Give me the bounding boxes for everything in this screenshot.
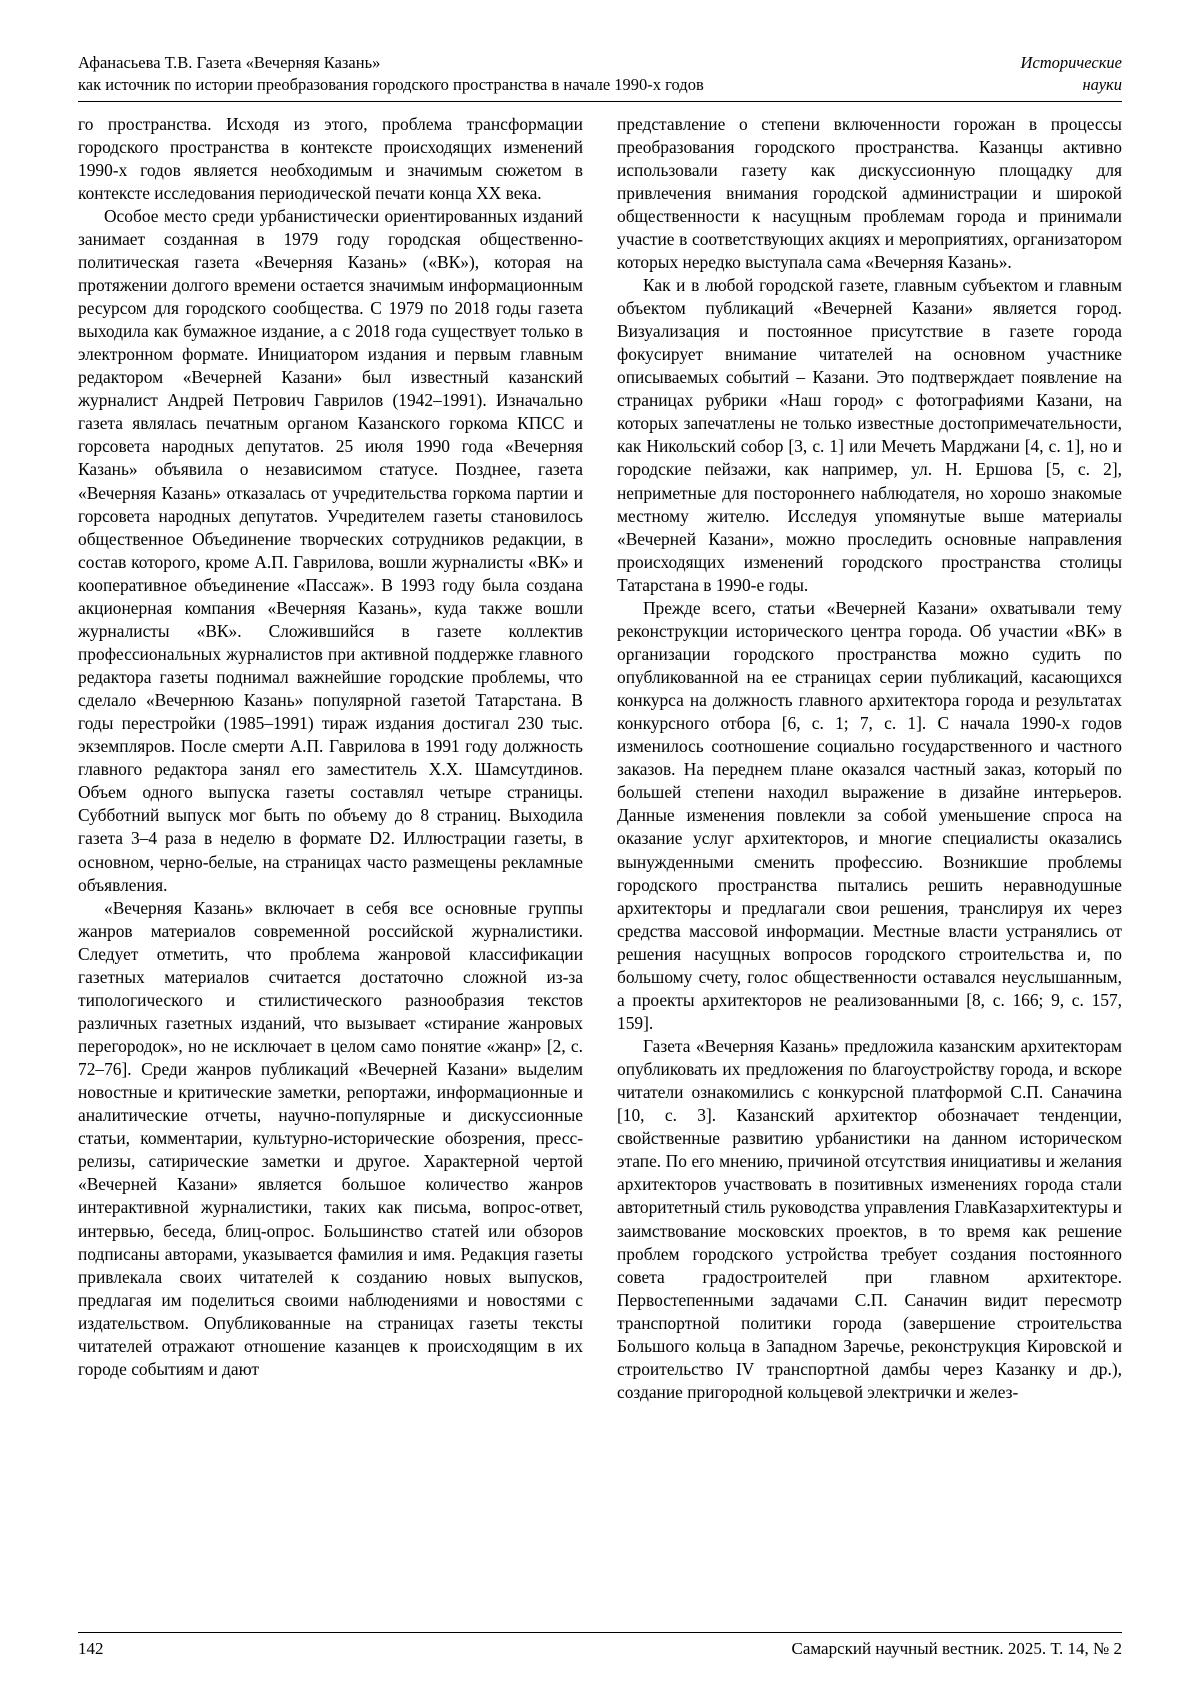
running-head — [78, 52, 1122, 101]
paragraph: Прежде всего, статьи «Вечерней Казани» охватывали тему реконструкции исторического центра города. Об участии «ВК» в организации городского пространства можно судить по опубликованной на ее страницах серии публикаций, касающихся конкурса на должность главного архитектора города и результатах конкурсного отбора [6, с. 1; 7, с. 1]. С начала 1990-х годов изменилось соотношение социально государственного и частного заказов. На переднем плане оказался частный заказ, который по большей степени находил выражение в дизайне интерьеров. Данные изменения повлекли за собой уменьшение спроса на оказание услуг архитекторов, и многие специалисты оказались вынужденными сменить профессию. Возникшие проблемы городского пространства пытались решить неравнодушные архитекторы и предлагали свои решения, транслируя их через средства массовой информации. Местные власти устранялись от решения насущных вопросов городского строительства и, по большому счету, голос общественности оставался неуслышанным, а проекты архитекторов не реализованными [8, с. 166; 9, с. 157, 159]. — [617, 597, 1122, 1033]
running-head-left — [78, 52, 704, 96]
paragraph: Особое место среди урбанистически ориентированных изданий занимает созданная в 1979 году городская общественно-политическая газета «Вечерняя Казань» («ВК»), которая на протяжении долгого времени остается значимым информационным ресурсом для городского сообщества. С 1979 по 2018 годы газета выходила как бумажное издание, а с 2018 года существует только в электронном формате. Инициатором издания и первым главным редактором «Вечерней Казани» был известный казанский журналист Андрей Петрович Гаврилов (1942–1991). Изначально газета являлась печатным органом Казанского горкома КПСС и горсовета народных депутатов. 25 июля 1990 года «Вечерняя Казань» объявила о независимом статусе. Позднее, газета «Вечерняя Казань» отказалась от учредительства горкома партии и горсовета народных депутатов. Учредителем газеты становилось общественное Объединение творческих сотрудников редакции, в состав которого, кроме А.П. Гаврилова, вошли журналисты «ВК» и кооперативное объединение «Пассаж». В 1993 году была создана акционерная компания «Вечерняя Казань», куда также вошли журналисты «ВК». Сложившийся в газете коллектив профессиональных журналистов при активной поддержке главного редактора газеты поднимал важнейшие городские проблемы, что сделало «Вечернюю Казань» популярной газетой Татарстана. В годы перестройки (1985–1991) тираж издания достигал 230 тыс. экземпляров. После смерти А.П. Гаврилова в 1991 году должность главного редактора занял его заместитель Х.Х. Шамсутдинов. Объем одного выпуска газеты составлял четыре страницы. Субботний выпуск мог быть по объему до 8 страниц. Выходила газета 3–4 раза в неделю в формате D2. Иллюстрации газеты, в основном, черно-белые, на страницах часто размещены рекламные объявления. — [78, 205, 583, 895]
right-column — [617, 113, 1122, 1568]
paragraph: Как и в любой городской газете, главным субъектом и главным объектом публикаций «Вечерней Казани» является город. Визуализация и постоянное присутствие в газете города фокусирует внимание читателей на основном участнике описываемых событий – Казани. Это подтверждает появление на страницах рубрики «Наш город» с фотографиями Казани, на которых запечатлены не только известные достопримечательности, как Никольский собор [3, с. 1] или Мечеть Марджани [4, с. 1], но и городские пейзажи, как например, ул. Н. Ершова [5, с. 2], неприметные для постороннего наблюдателя, но хорошо знакомые местному жителю. Исследуя упомянутые выше материалы «Вечерней Казани», можно проследить основные направления происходящих изменений городского пространства столицы Татарстана в 1990-е годы. — [617, 274, 1122, 595]
page-number: 142 — [78, 1639, 104, 1658]
running-head-right — [1007, 52, 1123, 96]
journal-citation: Самарский научный вестник. 2025. Т. 14, № 2 — [791, 1639, 1122, 1658]
paragraph: «Вечерняя Казань» включает в себя все основные группы жанров материалов современной российской журналистики. Следует отметить, что проблема жанровой классификации газетных материалов считается достаточно сложной из-за типологического и стилистического разнообразия текстов различных газетных изданий, что вызывает «стирание жанровых перегородок», но не исключает в целом само понятие «жанр» [2, с. 72–76]. Среди жанров публикаций «Вечерней Казани» выделим новостные и критические заметки, репортажи, информационные и аналитические отчеты, научно-популярные и дискуссионные статьи, комментарии, культурно-исторические обозрения, пресс-релизы, сатирические заметки и другое. Характерной чертой «Вечерней Казани» является большое количество жанров интерактивной журналистики, таких как письма, вопрос-ответ, интервью, беседа, блиц-опрос. Большинство статей или обзоров подписаны авторами, указывается фамилия и имя. Редакция газеты привлекала своих читателей к созданию новых выпусков, предлагая им поделиться своими наблюдениями и новостями с издательством. Опубликованные на страницах газеты тексты читателей отражают отношение казанцев к происходящим в их городе событиям и дают — [78, 897, 583, 1379]
paragraph: го пространства. Исходя из этого, проблема трансформации городского пространства в контексте происходящих изменений 1990-х годов является необходимым и значимым сюжетом в контексте исследования периодической печати конца ХХ века. — [78, 113, 583, 203]
paragraph: Газета «Вечерняя Казань» предложила казанским архитекторам опубликовать их предложения по благоустройству города, и вскоре читатели ознакомились с конкурсной платформой С.П. Саначина [10, с. 3]. Казанский архитектор обозначает тенденции, свойственные развитию урбанистики на данном историческом этапе. По его мнению, причиной отсутствия инициативы и желания архитекторов участвовать в позитивных изменениях города стали авторитетный стиль руководства управления ГлавКазархитектуры и заимствование московских проектов, в то время как решение проблем городского устройства требует создания постоянного совета градостроителей при главном архитекторе. Первостепенными задачами С.П. Саначин видит пересмотр транспортной политики города (завершение строительства Большого кольца в Западном Заречье, реконструкция Кировской и строительство IV транспортной дамбы через Казанку и др.), создание пригородной кольцевой электрички и желез- — [617, 1036, 1122, 1402]
left-column — [78, 113, 583, 1568]
section-name-line2: науки — [1082, 74, 1122, 94]
running-head-left-line2: как источник по истории преобразования городского пространства в начале 1990-х годов — [78, 74, 704, 94]
running-head-left-line1: Афанасьева Т.В. Газета «Вечерняя Казань» — [78, 53, 381, 72]
paragraph: представление о степени включенности горожан в процессы преобразования городского пространства. Казанцы активно использовали газету как дискуссионную площадку для привлечения внимания городской администрации и широкой общественности к насущным проблемам города и принимали участие в соответствующих акциях и мероприятиях, организатором которых нередко выступала сама «Вечерняя Казань». — [617, 113, 1122, 272]
header-divider — [78, 101, 1122, 102]
page-footer — [78, 1632, 1122, 1659]
section-name-line1: Исторические — [1020, 53, 1122, 72]
body-columns — [78, 113, 1122, 1568]
footer-divider — [78, 1632, 1122, 1633]
